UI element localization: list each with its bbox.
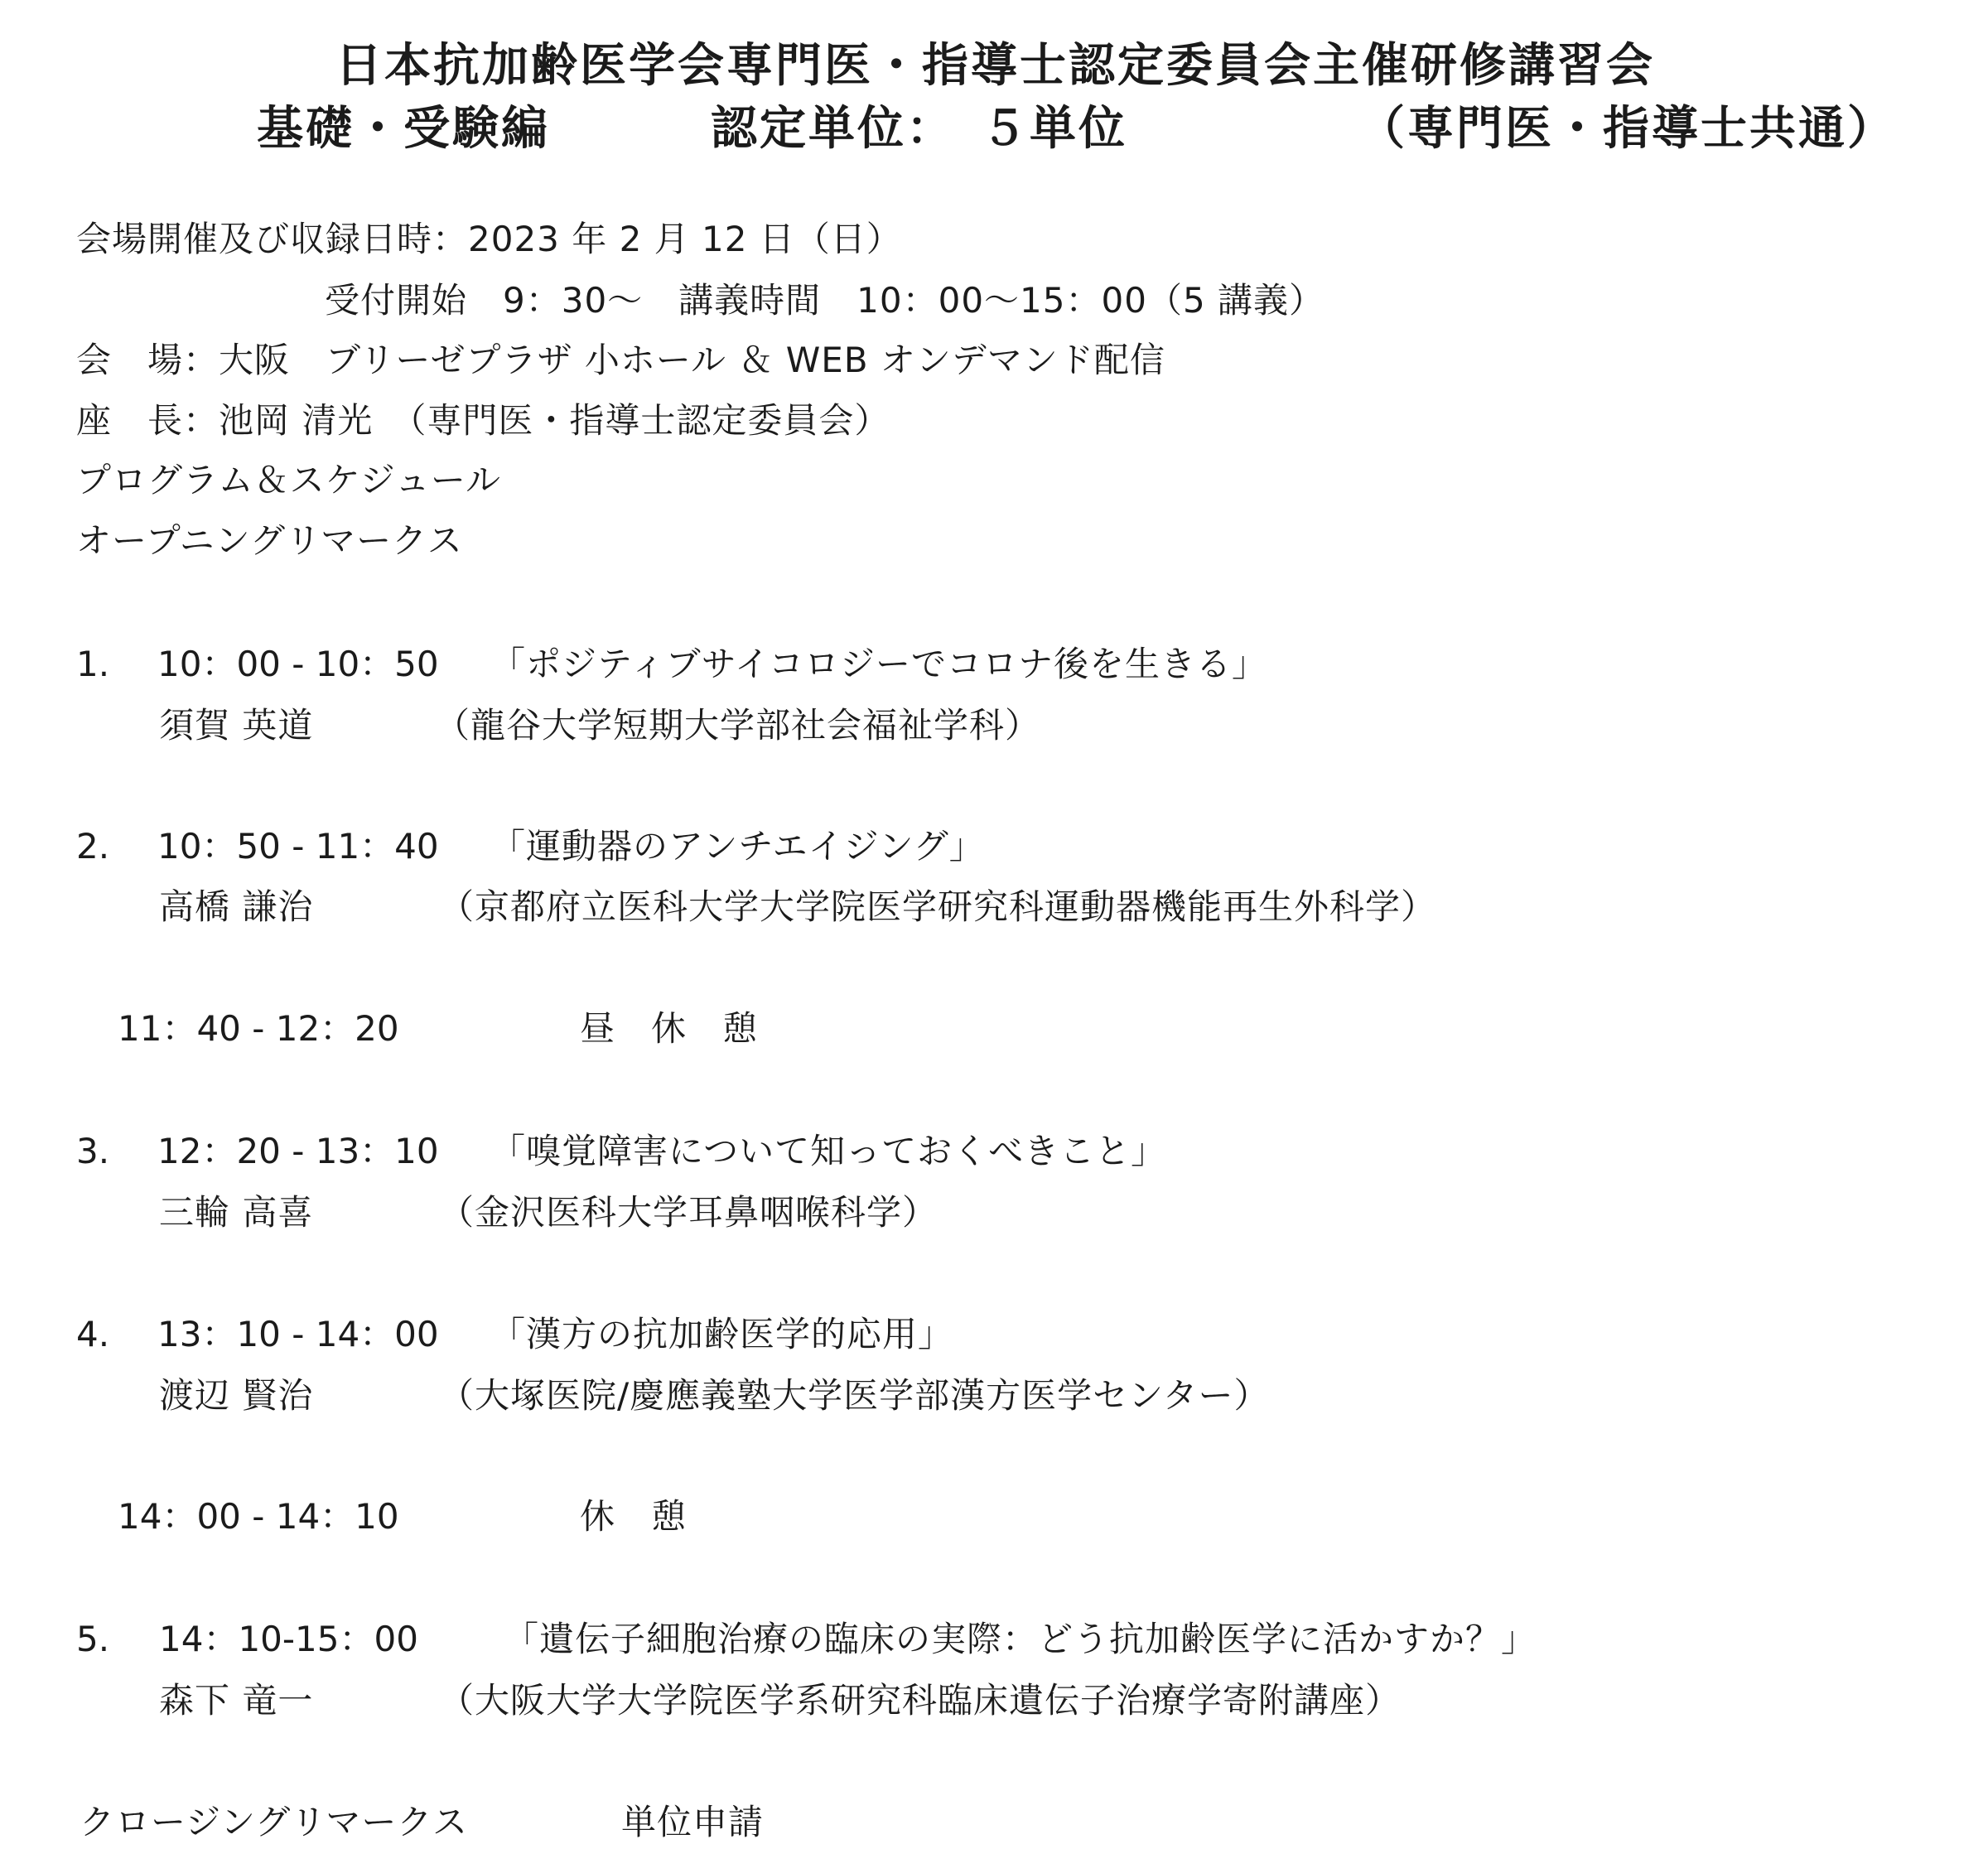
lecture-affiliation: （大阪大学大学院医学系研究科臨床遺伝子治療学寄附講座） bbox=[439, 1680, 1402, 1721]
break-label: 休 憩 bbox=[580, 1496, 688, 1537]
event-venue: 会 場：大阪 ブリーゼプラザ 小ホール ＆ WEB オンデマンド配信 bbox=[76, 340, 1165, 380]
title-credit: 認定単位： ５単位 bbox=[711, 102, 1127, 156]
event-times: 受付開始 9：30～ 講義時間 10：00～15：00（5 講義） bbox=[325, 280, 1325, 321]
lecture-title: 「嗅覚障害について知っておくべきこと」 bbox=[490, 1131, 1167, 1171]
lecture-speaker: 渡辺 賢治 bbox=[159, 1375, 314, 1416]
lecture-number: 4. bbox=[76, 1314, 110, 1354]
lecture-speaker: 須賀 英道 bbox=[159, 705, 314, 746]
lecture-number: 2. bbox=[76, 826, 110, 867]
lecture-speaker: 高橋 謙治 bbox=[159, 886, 314, 927]
title-course: 基礎・受験編 bbox=[257, 102, 550, 156]
event-chair: 座 長：池岡 清光 （専門医・指導士認定委員会） bbox=[76, 400, 890, 441]
lecture-title: 「運動器のアンチエイジング」 bbox=[490, 826, 985, 867]
lecture-time: 12：20 - 13：10 bbox=[157, 1131, 439, 1171]
lecture-speaker: 三輪 高喜 bbox=[159, 1192, 314, 1233]
event-datetime: 会場開催及び収録日時：2023 年 2 月 12 日（日） bbox=[76, 219, 902, 259]
closing-remarks: クロージングリマークス bbox=[80, 1802, 469, 1842]
lecture-title: 「遺伝子細胞治療の臨床の実際：どう抗加齢医学に活かすか？」 bbox=[504, 1619, 1537, 1659]
lecture-speaker: 森下 竜一 bbox=[159, 1680, 314, 1721]
break-label: 昼 休 憩 bbox=[580, 1008, 759, 1049]
credit-application: 単位申請 bbox=[621, 1802, 765, 1842]
lecture-time: 10：50 - 11：40 bbox=[157, 826, 439, 867]
lecture-number: 3. bbox=[76, 1131, 110, 1171]
lecture-affiliation: （金沢医科大学耳鼻咽喉科学） bbox=[439, 1192, 939, 1233]
lecture-time: 13：10 - 14：00 bbox=[157, 1314, 439, 1354]
lecture-title: 「ポジティブサイコロジーでコロナ後を生きる」 bbox=[490, 644, 1268, 684]
break-time: 14：00 - 14：10 bbox=[118, 1496, 399, 1537]
lecture-number: 5. bbox=[76, 1619, 110, 1659]
opening-remarks: オープニングリマークス bbox=[76, 520, 463, 561]
lecture-affiliation: （大塚医院/慶應義塾大学医学部漢方医学センター） bbox=[439, 1375, 1270, 1416]
program-heading: プログラム＆スケジュール bbox=[76, 460, 502, 500]
lecture-time: 10：00 - 10：50 bbox=[157, 644, 439, 684]
lecture-number: 1. bbox=[76, 644, 110, 684]
title-line-1: 日本抗加齢医学会専門医・指導士認定委員会主催研修講習会 bbox=[335, 39, 1655, 93]
lecture-affiliation: （京都府立医科大学大学院医学研究科運動器機能再生外科学） bbox=[439, 886, 1437, 927]
lecture-time: 14：10-15：00 bbox=[159, 1619, 418, 1659]
lecture-affiliation: （龍谷大学短期大学部社会福祉学科） bbox=[435, 705, 1041, 746]
title-scope: （専門医・指導士共通） bbox=[1358, 102, 1896, 156]
break-time: 11：40 - 12：20 bbox=[118, 1008, 399, 1049]
lecture-title: 「漢方の抗加齢医学的応用」 bbox=[490, 1314, 954, 1354]
